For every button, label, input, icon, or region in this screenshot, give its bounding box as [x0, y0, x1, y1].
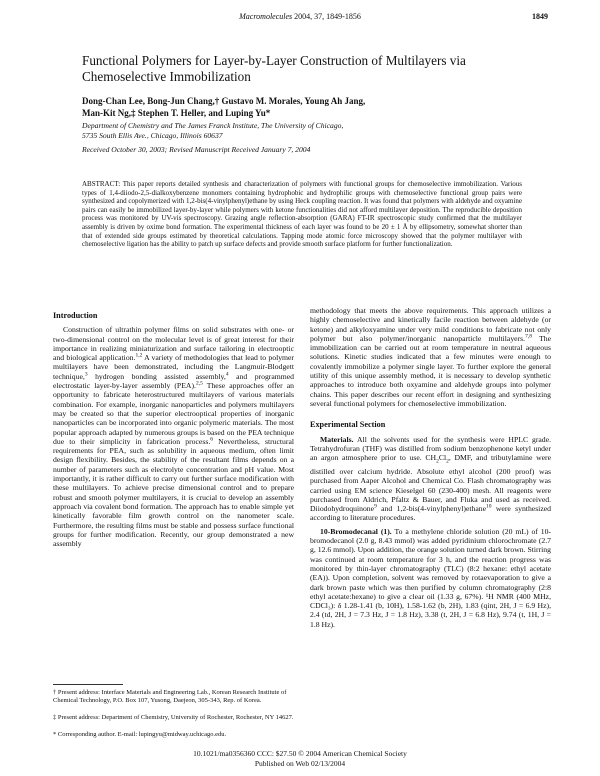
- intro-continuation: methodology that meets the above requirements. This approach utilizes a highly chemoselective and kinetically facile reaction between aldehyde (or ketone) and alkyloxyamine under very mild conditions to fabricate not only polymer but also polymer/inorganic nanoparticle multilayers.$^{7,8}$ The immobilization can be carried out at room temperature in neutral aqueous solutions. Kinetic studies indicated that a few minutes were enough to covalently immobilize a polymer single layer. To further explore the general utility of this unique assembly method, it is necessary to develop synthetic approaches to introduce both oxyamine and aldehyde groups into polymer chains. This paper describes our recent effort in designing and synthesizing several functional polymers for chemoselective immobilization.: [310, 306, 551, 408]
- experimental-heading: Experimental Section: [310, 420, 386, 430]
- materials-paragraph: Materials. All the solvents used for the synthesis were HPLC grade. Tetrahydrofuran (THF) was distilled from sodium benzophenone ketyl under an argon atmosphere prior to use. $CH_2Cl_2$, DMF, and tributylamine were distilled over calcium hydride. Absolute ethyl alcohol (200 proof) was purchased from Aaper Alcohol and Chemical Co. Flash chromatography was carried using EM science Kieselgel 60 (230-400) mesh. All reagents were purchased from Aldrich, Pfaltz & Bauer, and Fluka and used as received. Diiodohydroquinone$^9$ and 1,2-bis(4-vinylphenyl)ethane$^{10}$ were synthesized according to literature procedures.: [310, 434, 552, 523]
- received-dates: Received October 30, 2003; Revised Manuscript Received January 7, 2004: [82, 145, 311, 154]
- affiliation-line-2: 5735 South Ellis Ave., Chicago, Illinois 60637: [82, 131, 223, 140]
- volume-info: 2004, 37, 1849-1856: [294, 12, 361, 21]
- author-list: [82, 95, 522, 119]
- abstract-label: ABSTRACT:: [82, 180, 121, 188]
- journal-name: Macromolecules: [239, 12, 293, 21]
- abstract: [82, 180, 522, 249]
- bromodecanal-paragraph: 10-Bromodecanal (1). To a methylene chloride solution (20 mL) of 10-bromodecanol (2.0 g, 8.43 mmol) was added pyridinium chlorochromate (2.7 g, 12.6 mmol). Upon addition, the orange solution turned dark brown. Stirring was continued at room temperature for 3 h, and the reaction progress was monitored by thin-layer chromatography (TLC) (8:2 hexane: ethyl acetate (EA)). Upon completion, solvent was removed by rotaevaporation to give a dark brown paste which was then purified by column chromatography (2:8 ethyl acetate:hexane) to give a clear oil (1.33 g, 67%). ¹H NMR (400 MHz, CDCl₃): δ 1.28-1.41 (b, 10H), 1.58-1.62 (b, 2H), 1.83 (qint, 2H, J = 6.9 Hz), 2.4 (td, 2H, J = 7.3 Hz, J = 1.8 Hz), 3.38 (t, 2H, J = 6.8 Hz), 9.74 (t, 1H, J = 1.8 Hz).: [310, 526, 551, 629]
- page-number: 1849: [532, 12, 548, 21]
- right-column: [310, 306, 551, 629]
- doi-copyright-line: 10.1021/ma0356360 CCC: $27.50 © 2004 American Chemical Society: [193, 749, 407, 758]
- left-column: [53, 311, 294, 548]
- footnote-rule: [53, 684, 123, 685]
- title-line-2: Chemoselective Immobilization: [82, 69, 251, 84]
- affiliation-line-1: Department of Chemistry and The James Franck Institute, The University of Chicago,: [82, 121, 344, 130]
- authors-line-2: Man-Kit Ng,‡ Stephen T. Heller, and Luping Yu*: [82, 108, 271, 118]
- title-line-1: Functional Polymers for Layer-by-Layer Construction of Multilayers via: [82, 53, 466, 68]
- article-title: [82, 53, 522, 85]
- introduction-paragraph: Construction of ultrathin polymer films on solid substrates with one- or two-dimensional control on the molecular level is of great interest for their importance in realizing miniaturization and surface tailoring in electrooptic and biological application.$^{1,2}$ A variety of methodologies that lead to polymer multilayers have been demonstrated, including the Langmuir-Blodgett technique,$^3$ hydrogen bonding assisted assembly,$^4$ and programmed electrostatic layer-by-layer assembly (PEA).$^{2,5}$ These approaches offer an opportunity to fabricate heterostructured multilayers of various materials combination. For example, inorganic nanoparticles and polymers multilayers may be created so that the superior electrooptical properties of inorganic nanoparticles can be incorporated into organic polymeric materials. The most popular approach adapted by numerous groups is based on the PEA technique due to their simplicity in fabrication process.$^6$ Nevertheless, structural requirements for PEA, such as solubility in aqueous medium, often limit design flexibility. Besides, the stability of the resultant films depends on a number of parameters such as electrolyte concentration and pH value. Most importantly, it is rather difficult to carry out further surface modification with these multilayers. To achieve precise dimensional control and to prepare robust and smooth polymer multilayers, it is crucial to develop an assembly approach via covalent bond formation. The approach has to enable simple yet kinetically favorable film growth control on the nanometer scale. Furthermore, the resulting films must be stable and possess surface functional groups for further modification. Recently, our group demonstrated a new assembly: [53, 325, 295, 549]
- footnote-2: ‡ Present address: Department of Chemistry, University of Rochester, Rochester, NY 14627.: [53, 714, 294, 721]
- footnote-1: † Present address: Interface Materials and Engineering Lab., Korean Research Institute of Chemical Technology, P.O. Box 107, Yusong, Daejeon, 305-343, Rep. of Korea.: [53, 689, 287, 704]
- footnote-3: * Corresponding author. E-mail: lupingyu@midway.uchicago.edu.: [53, 731, 227, 738]
- affiliation: [82, 121, 522, 141]
- introduction-heading: Introduction: [53, 311, 98, 320]
- running-header: [0, 12, 600, 21]
- abstract-text: This paper reports detailed synthesis and characterization of polymers with functional groups for chemoselective immobilization. Various types of 1,4-diiodo-2,5-dialkoxybenzene monomers containing hydrophobic and hydrophilic groups with chemoselective functional group pairs were synthesized and copolymerized with 1,2-bis(4-vinylphenyl)ethane by using Heck coupling reaction. It was found that polymers with aldehyde and oxyamine pairs can easily be immobilized layer-by-layer while polymers with ketone functionalities did not afford multilayer deposition. The reproducible deposition process was monitored by UV-vis spectroscopy. Grazing angle reflection-absorption (GARA) FT-IR spectroscopic study confirmed that the multilayer assembly is driven by oxime bond formation. The experimental thickness of each layer was found to be 20 ± 1 Å by ellipsometry, somewhat shorter than that of extended side groups estimated by theoretical calculations. Tapping mode atomic force microscopy showed that the polymer multilayer with chemoselective ligation has the ability to patch up surface defects and provide smooth surface platform for further functionalization.: [82, 180, 523, 249]
- authors-line-1: Dong-Chan Lee, Bong-Jun Chang,† Gustavo M. Morales, Young Ah Jang,: [82, 96, 366, 106]
- publication-date: Published on Web 02/13/2004: [254, 759, 346, 768]
